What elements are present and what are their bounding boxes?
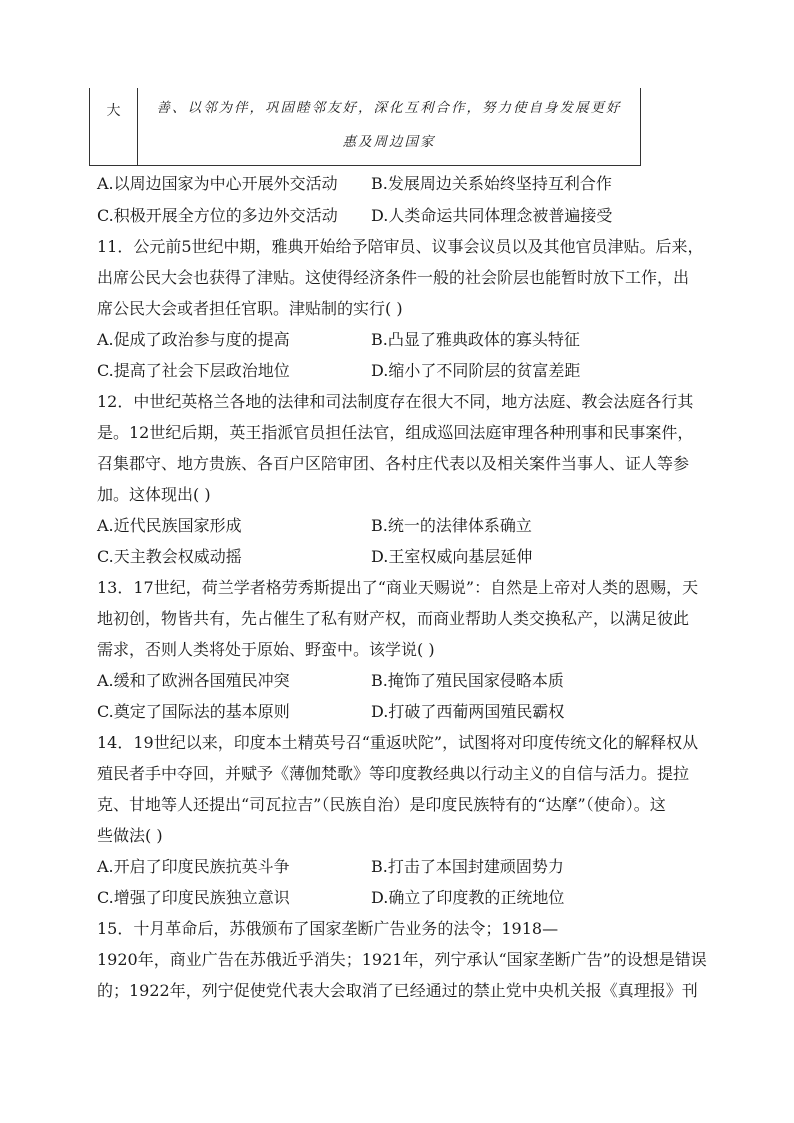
q10-option-a: A.以周边国家为中心开展外交活动: [97, 174, 338, 193]
table-right-line-1: 善、以邻为伴，巩固睦邻友好，深化互利合作，努力使自身发展更好: [156, 100, 622, 116]
q12-option-d: D.王室权威向基层延伸: [371, 547, 533, 566]
q14-option-a: A.开启了印度民族抗英斗争: [97, 857, 290, 876]
table-right-cell: [138, 88, 640, 165]
q12-stem-line-3: 召集郡守、地方贵族、各百户区陪审团、各村庄代表以及相关案件当事人、证人等参: [97, 454, 690, 473]
q12-stem-line-4: 加。这体现出( ): [97, 485, 211, 504]
q14-option-d: D.确立了印度教的正统地位: [371, 888, 565, 907]
q11-stem-line-2: 出席公民大会也获得了津贴。这使得经济条件一般的社会阶层也能暂时放下工作，出: [97, 268, 690, 287]
q13-option-c: C.奠定了国际法的基本原则: [97, 702, 290, 721]
q14-option-c: C.增强了印度民族独立意识: [97, 888, 290, 907]
q11-stem-line-3: 席公民大会或者担任官职。津贴制的实行( ): [97, 299, 403, 318]
q13-stem-line-2: 地初创，物皆共有，先占催生了私有财产权，而商业帮助人类交换私产，以满足彼此: [97, 609, 690, 628]
q13-option-b: B.掩饰了殖民国家侵略本质: [371, 671, 564, 690]
q10-option-c: C.积极开展全方位的多边外交活动: [97, 206, 338, 225]
q11-option-b: B.凸显了雅典政体的寡头特征: [371, 330, 580, 349]
q12-stem-line-2: 是。12世纪后期，英王指派官员担任法官，组成巡回法庭审理各种刑事和民事案件，: [97, 423, 694, 442]
q14-option-b: B.打击了本国封建顽固势力: [371, 857, 564, 876]
q11-option-d: D.缩小了不同阶层的贫富差距: [371, 361, 581, 380]
q13-option-d: D.打破了西葡两国殖民霸权: [371, 702, 565, 721]
q14-stem-line-2: 殖民者手中夺回，并赋予《薄伽梵歌》等印度教经典以行动主义的自信与活力。提拉: [97, 764, 690, 783]
q13-stem-line-1: 13．17世纪，荷兰学者格劳秀斯提出了“商业天赐说”：自然是上帝对人类的恩赐，天: [97, 578, 699, 597]
q14-stem-line-3: 克、甘地等人还提出“司瓦拉吉”（民族自治）是印度民族特有的“达摩”（使命）。这: [97, 795, 666, 814]
q11-stem-line-1: 11．公元前5世纪中期，雅典开始给予陪审员、议事会议员以及其他官员津贴。后来，: [97, 237, 704, 256]
q14-stem-line-1: 14．19世纪以来，印度本土精英号召“重返吠陀”，试图将对印度传统文化的解释权从: [97, 733, 699, 752]
table-left-cell: 大: [90, 88, 138, 165]
q11-option-a: A.促成了政治参与度的提高: [97, 330, 290, 349]
q15-stem-line-1: 15．十月革命后，苏俄颁布了国家垄断广告业务的法令；1918—: [97, 919, 559, 938]
q13-stem-line-3: 需求，否则人类将处于原始、野蛮中。该学说( ): [97, 640, 435, 659]
q15-stem-line-2: 1920年，商业广告在苏俄近乎消失；1921年，列宁承认“国家垄断广告”的设想是错误: [97, 950, 707, 969]
table-fragment: [89, 88, 641, 166]
q10-option-b: B.发展周边关系始终坚持互利合作: [371, 174, 612, 193]
table-right-line-2: 惠及周边国家: [342, 134, 436, 150]
q12-option-a: A.近代民族国家形成: [97, 516, 242, 535]
q13-option-a: A.缓和了欧洲各国殖民冲突: [97, 671, 290, 690]
q11-option-c: C.提高了社会下层政治地位: [97, 361, 290, 380]
q12-stem-line-1: 12．中世纪英格兰各地的法律和司法制度存在很大不同，地方法庭、教会法庭各行其: [97, 392, 694, 411]
q15-stem-line-3: 的；1922年，列宁促使党代表大会取消了已经通过的禁止党中央机关报《真理报》刊: [97, 981, 698, 1000]
q12-option-c: C.天主教会权威动摇: [97, 547, 242, 566]
q10-option-d: D.人类命运共同体理念被普遍接受: [371, 206, 613, 225]
q14-stem-line-4: 些做法( ): [97, 826, 163, 845]
q12-option-b: B.统一的法律体系确立: [371, 516, 532, 535]
